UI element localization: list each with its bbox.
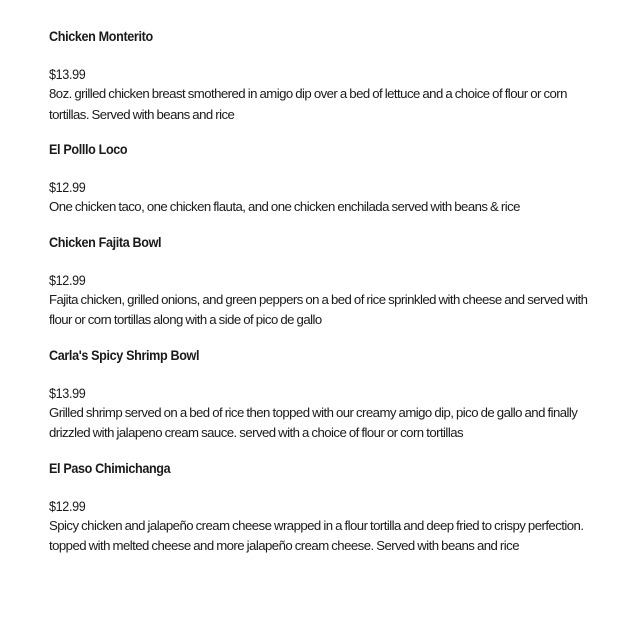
menu-item-title: Chicken Fajita Bowl bbox=[49, 233, 162, 250]
menu-item-description: 8oz. grilled chicken breast smothered in amigo dip over a bed of lettuce and a choice of flour or corn tortillas. Served with beans and rice bbox=[49, 86, 567, 122]
menu-item-price: $13.99 bbox=[49, 66, 86, 82]
menu-item bbox=[49, 345, 589, 444]
menu-item-title: El Polllo Loco bbox=[49, 141, 128, 157]
menu-item-price: $12.99 bbox=[49, 179, 86, 195]
menu-item-description: Spicy chicken and jalapeño cream cheese wrapped in a flour tortilla and deep fried to crispy perfection. topped with melted cheese and more jalapeño cream cheese. Served with beans and rice bbox=[49, 517, 584, 553]
menu-item-price: $12.99 bbox=[49, 271, 86, 288]
menu-document bbox=[49, 26, 589, 571]
menu-item-description: One chicken taco, one chicken flauta, and one chicken enchilada served with beans & rice bbox=[49, 199, 520, 214]
menu-item-price: $12.99 bbox=[49, 497, 86, 514]
menu-item-description: Fajita chicken, grilled onions, and green peppers on a bed of rice sprinkled with cheese and served with flour or corn tortillas along with a side of pico de gallo bbox=[49, 291, 588, 327]
menu-item-description: Grilled shrimp served on a bed of rice then topped with our creamy amigo dip, pico de gallo and finally drizzled with jalapeno cream sauce. served with a choice of flour or corn tortillas bbox=[49, 404, 578, 440]
menu-item-price: $13.99 bbox=[49, 384, 86, 401]
menu-item bbox=[49, 139, 589, 218]
menu-item-title: Carla's Spicy Shrimp Bowl bbox=[49, 346, 200, 363]
menu-item bbox=[49, 232, 589, 331]
menu-item bbox=[49, 458, 589, 557]
menu-item-title: El Paso Chimichanga bbox=[49, 459, 171, 476]
menu-item bbox=[49, 26, 589, 125]
menu-item-title: Chicken Monterito bbox=[49, 28, 153, 44]
